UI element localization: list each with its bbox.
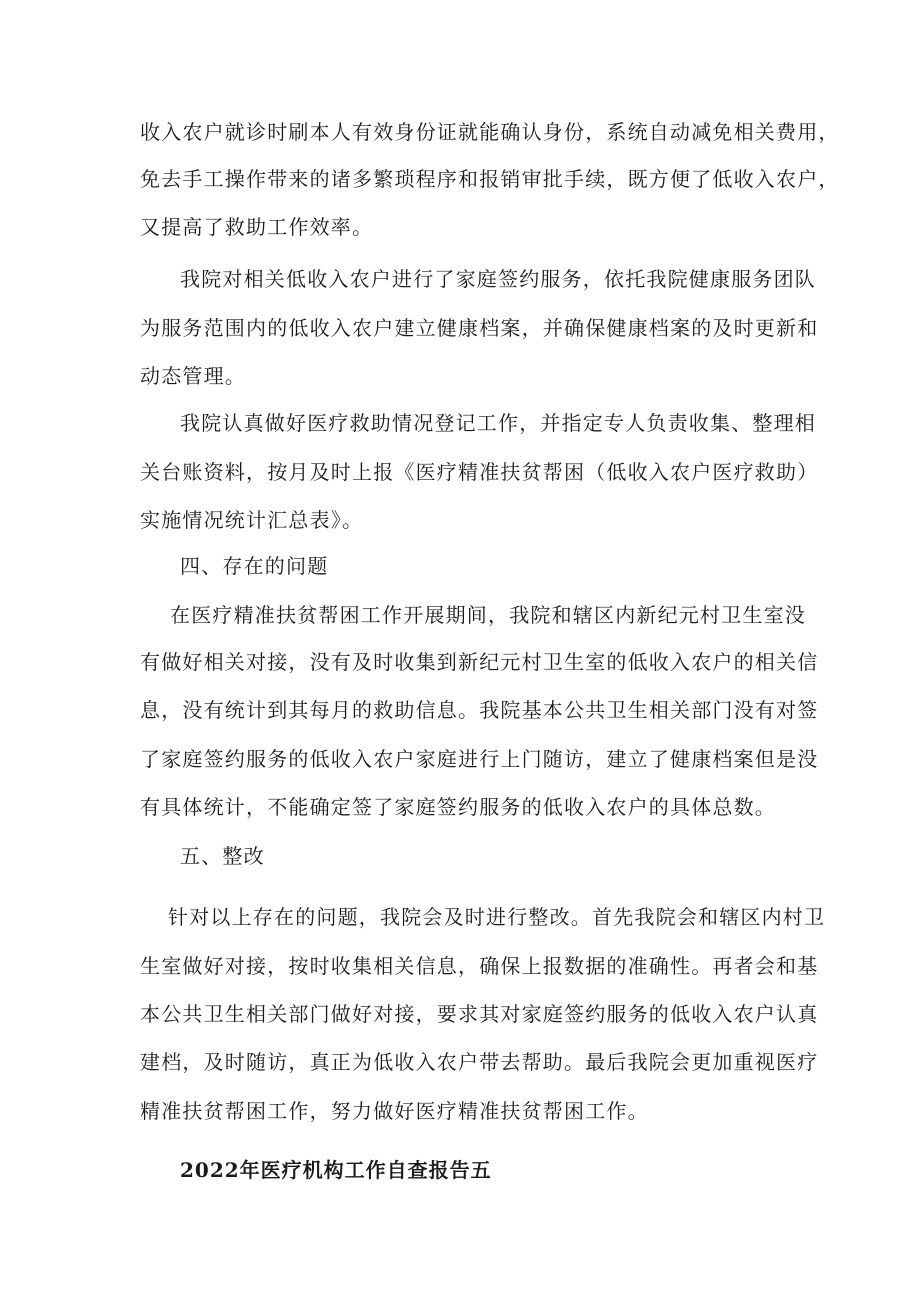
text-line: 息，没有统计到其每月的救助信息。我院基本公共卫生相关部门没有对签 bbox=[140, 698, 819, 722]
text-line: 动态管理。 bbox=[140, 364, 246, 388]
text-line: 精准扶贫帮困工作，努力做好医疗精准扶贫帮困工作。 bbox=[140, 1099, 649, 1123]
text-line: 了家庭签约服务的低收入农户家庭进行上门随访，建立了健康档案但是没 bbox=[140, 747, 819, 771]
text-line: 实施情况统计汇总表》。 bbox=[140, 508, 364, 532]
text-line: 我院认真做好医疗救助情况登记工作，并指定专人负责收集、整理相 bbox=[180, 411, 816, 435]
text-line: 收入农户就诊时刷本人有效身份证就能确认身份，系统自动减免相关费用， bbox=[140, 120, 840, 144]
text-line: 在医疗精准扶贫帮困工作开展期间，我院和辖区内新纪元村卫生室没 bbox=[170, 603, 806, 627]
text-line: 免去手工操作带来的诸多繁琐程序和报销审批手续，既方便了低收入农户， bbox=[140, 167, 840, 191]
section-title-rectification: 五、整改 bbox=[180, 844, 265, 868]
text-line: 针对以上存在的问题，我院会及时进行整改。首先我院会和辖区内村卫 bbox=[168, 905, 826, 929]
section-title-problems: 四、存在的问题 bbox=[180, 554, 329, 578]
text-line: 有做好相关对接，没有及时收集到新纪元村卫生室的低收入农户的相关信 bbox=[140, 650, 819, 674]
text-line: 建档，及时随访，真正为低收入农户带去帮助。最后我院会更加重视医疗 bbox=[140, 1050, 819, 1074]
text-line: 又提高了救助工作效率。 bbox=[140, 215, 374, 239]
text-line: 我院对相关低收入农户进行了家庭签约服务，依托我院健康服务团队 bbox=[180, 267, 816, 291]
text-line: 为服务范围内的低收入农户建立健康档案，并确保健康档案的及时更新和 bbox=[140, 316, 819, 340]
text-line: 生室做好对接，按时收集相关信息，确保上报数据的准确性。再者会和基 bbox=[140, 954, 819, 978]
text-line: 本公共卫生相关部门做好对接，要求其对家庭签约服务的低收入农户认真 bbox=[140, 1002, 819, 1026]
text-line: 关台账资料，按月及时上报《医疗精准扶贫帮困（低收入农户医疗救助） bbox=[140, 460, 819, 484]
report-heading: 2022年医疗机构工作自查报告五 bbox=[180, 1158, 492, 1182]
text-line: 有具体统计，不能确定签了家庭签约服务的低收入农户的具体总数。 bbox=[140, 795, 776, 819]
